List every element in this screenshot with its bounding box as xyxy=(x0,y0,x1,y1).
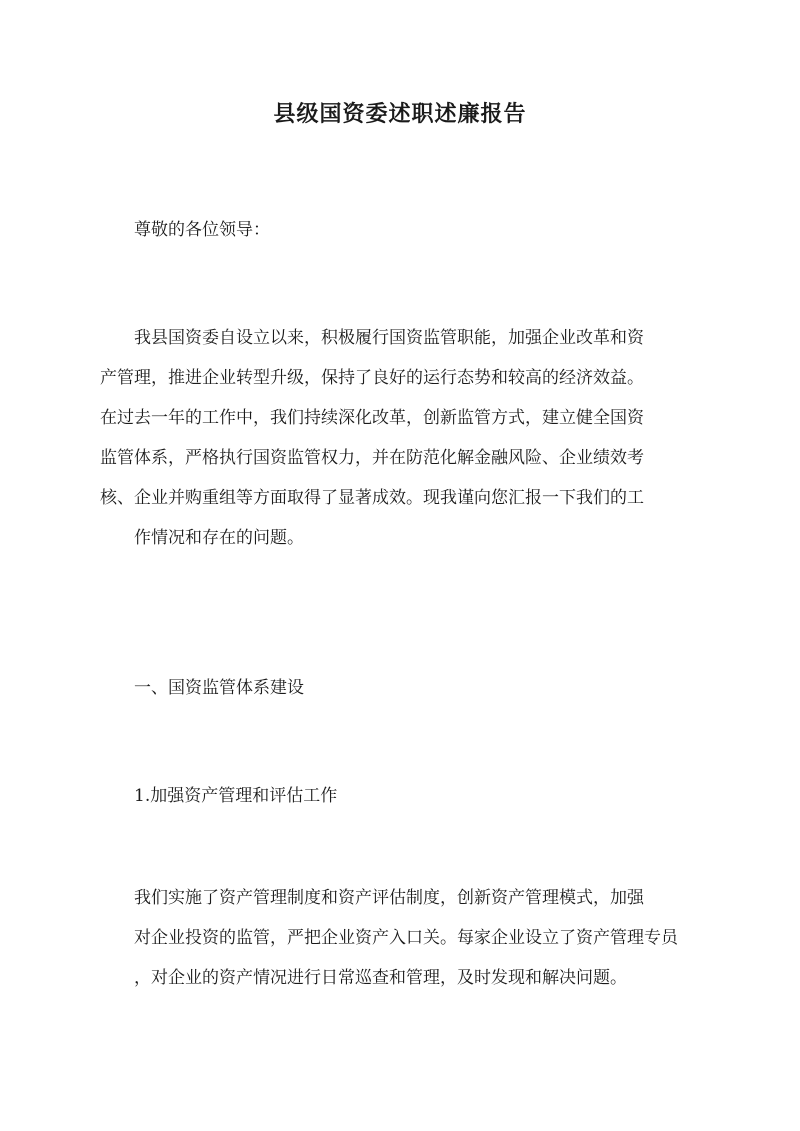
salutation: 尊敬的各位领导： xyxy=(134,220,270,240)
body-line: 对企业投资的监管，严把企业资产入口关。每家企业设立了资产管理专员 xyxy=(134,928,678,948)
intro-line: 在过去一年的工作中，我们持续深化改革，创新监管方式，建立健全国资 xyxy=(100,408,644,428)
document-title: 县级国资委述职述廉报告 xyxy=(273,101,527,127)
body-paragraph xyxy=(100,878,704,998)
intro-line: 作情况和存在的问题。 xyxy=(134,528,304,548)
intro-line: 我县国资委自设立以来，积极履行国资监管职能，加强企业改革和资 xyxy=(134,328,644,348)
intro-line: 监管体系，严格执行国资监管权力，并在防范化解金融风险、企业绩效考 xyxy=(100,448,644,468)
section-heading: 一、国资监管体系建设 xyxy=(134,678,304,698)
body-line: ，对企业的资产情况进行日常巡查和管理，及时发现和解决问题。 xyxy=(134,968,627,988)
subsection-heading: 1.加强资产管理和评估工作 xyxy=(134,786,338,806)
intro-line: 产管理，推进企业转型升级，保持了良好的运行态势和较高的经济效益。 xyxy=(100,368,644,388)
intro-line: 核、企业并购重组等方面取得了显著成效。现我谨向您汇报一下我们的工 xyxy=(100,488,644,508)
body-line: 我们实施了资产管理制度和资产评估制度，创新资产管理模式，加强 xyxy=(134,888,644,908)
intro-paragraph xyxy=(100,318,704,558)
